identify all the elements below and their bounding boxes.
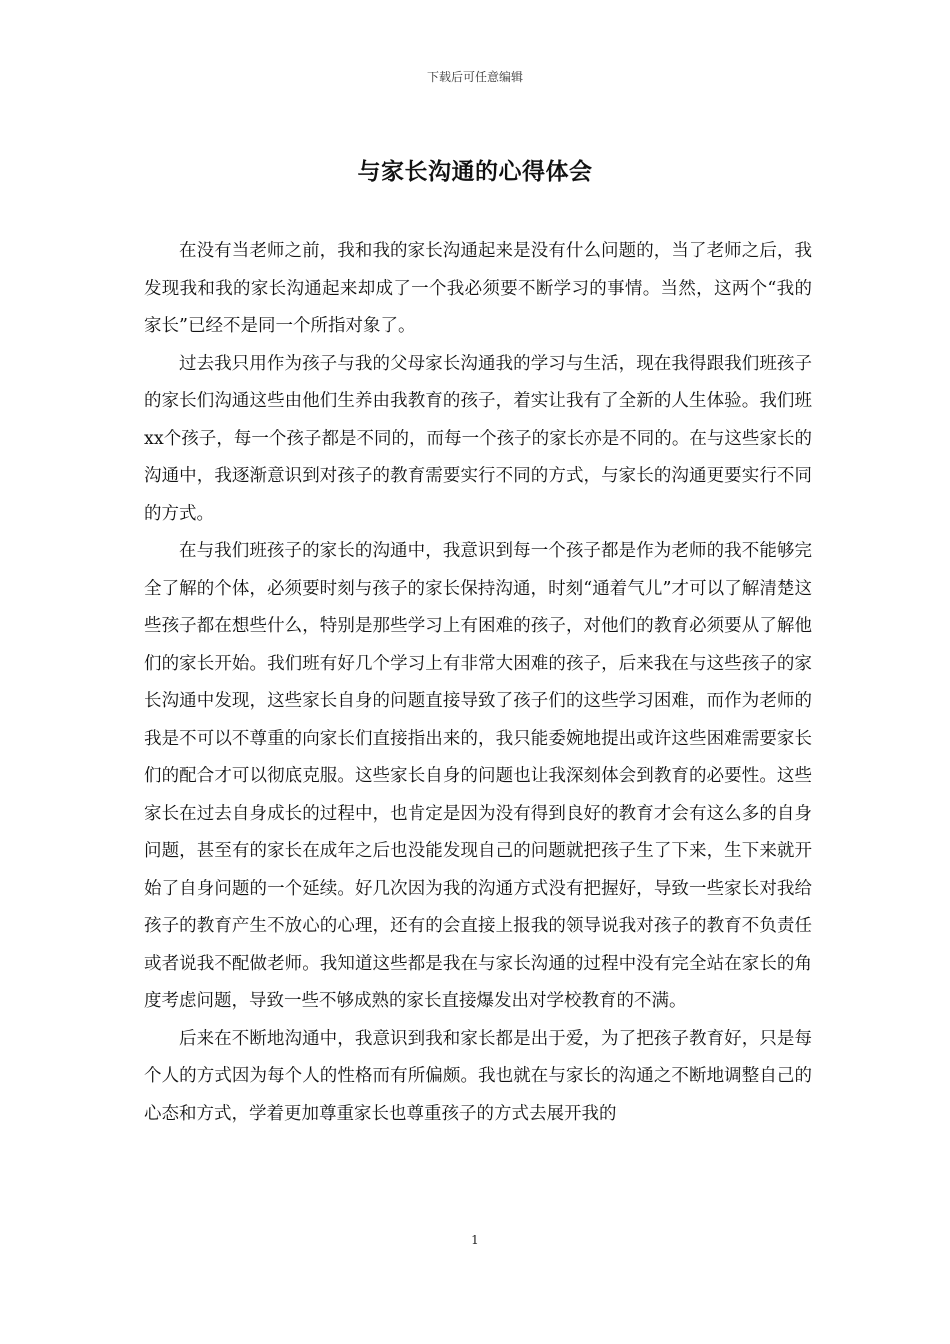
body-paragraph-3: 在与我们班孩子的家长的沟通中，我意识到每一个孩子都是作为老师的我不能够完全了解的个体，必须要时刻与孩子的家长保持沟通，时刻“通着气儿”才可以了解清楚这些孩子都在想些什么，特别是那些学习上有困难的孩子，对他们的教育必须要从了解他们的家长开始。我们班有好几个学习上有非常大困难的孩子，后来我在与这些孩子的家长沟通中发现，这些家长自身的问题直接导致了孩子们的这些学习困难，而作为老师的我是不可以不尊重的向家长们直接指出来的，我只能委婉地提出或许这些困难需要家长们的配合才可以彻底克服。这些家长自身的问题也让我深刻体会到教育的必要性。这些家长在过去自身成长的过程中，也肯定是因为没有得到良好的教育才会有这么多的自身问题，甚至有的家长在成年之后也没能发现自己的问题就把孩子生了下来，生下来就开始了自身问题的一个延续。好几次因为我的沟通方式没有把握好，导致一些家长对我给孩子的教育产生不放心的心理，还有的会直接上报我的领导说我对孩子的教育不负责任或者说我不配做老师。我知道这些都是我在与家长沟通的过程中没有完全站在家长的角度考虑问题，导致一些不够成熟的家长直接爆发出对学校教育的不满。 [144, 541, 812, 1011]
document-body [144, 233, 812, 1133]
page-header-note: 下载后可任意编辑 [426, 70, 523, 84]
page-number: 1 [471, 1233, 479, 1247]
body-paragraph-4: 后来在不断地沟通中，我意识到我和家长都是出于爱，为了把孩子教育好，只是每个人的方式因为每个人的性格而有所偏颇。我也就在与家长的沟通之不断地调整自己的心态和方式，学着更加尊重家长也尊重孩子的方式去展开我的 [144, 1028, 812, 1124]
body-paragraph-2: 过去我只用作为孩子与我的父母家长沟通我的学习与生活，现在我得跟我们班孩子的家长们沟通这些由他们生养由我教育的孩子，着实让我有了全新的人生体验。我们班xx个孩子，每一个孩子都是不同的，而每一个孩子的家长亦是不同的。在与这些家长的沟通中，我逐渐意识到对孩子的教育需要实行不同的方式，与家长的沟通更要实行不同的方式。 [144, 353, 812, 524]
document-title: 与家长沟通的心得体会 [357, 158, 593, 185]
body-paragraph-1: 在没有当老师之前，我和我的家长沟通起来是没有什么问题的，当了老师之后，我发现我和我的家长沟通起来却成了一个我必须要不断学习的事情。当然，这两个“我的家长”已经不是同一个所指对象了。 [144, 241, 812, 336]
